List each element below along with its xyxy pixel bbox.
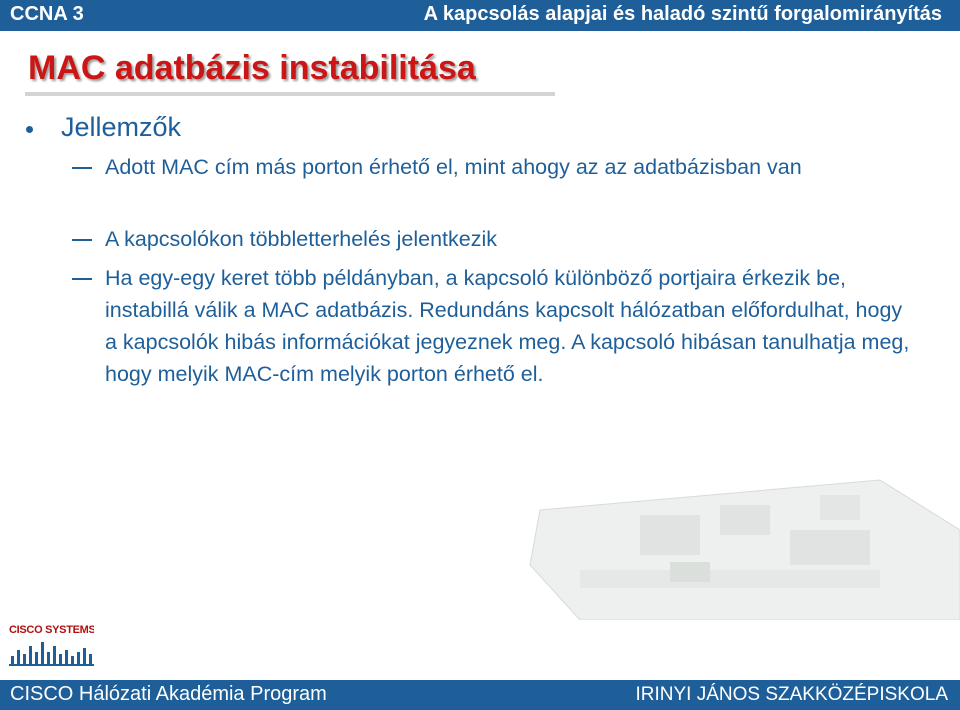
slide-title: MAC adatbázis instabilitása xyxy=(28,49,476,87)
footer-program: CISCO Hálózati Akadémia Program xyxy=(10,683,327,705)
cisco-bridge-logo-icon xyxy=(9,622,94,666)
dash-icon xyxy=(72,167,92,169)
bullet-dot-icon xyxy=(26,126,33,133)
sub-item-1 xyxy=(105,151,915,183)
footer-school: IRINYI JÁNOS SZAKKÖZÉPISKOLA xyxy=(635,684,948,705)
sub-item-text: A kapcsolókon többletterhelés jelentkezik xyxy=(105,227,498,251)
dash-icon xyxy=(72,278,92,280)
course-name: CCNA 3 xyxy=(10,3,84,25)
sub-item-text: Ha egy-egy keret több példányban, a kapcsoló különböző portjaira érkezik be, instabillá válik a MAC adatbázis. Redundáns kapcsolt hálózatban előfordulhat, hogy a kapcsolók hibás információkat jegyeznek meg. A kapcsoló hibásan tanulhatja meg, hogy melyik MAC-cím melyik porton érhető el. xyxy=(105,266,910,386)
sub-item-text: Adott MAC cím más porton érhető el, mint ahogy az az adatbázisban van xyxy=(105,155,802,179)
bullet-text: Jellemzők xyxy=(61,112,182,142)
cisco-logo xyxy=(9,622,94,666)
sub-item-2 xyxy=(105,223,915,255)
svg-text:CISCO SYSTEMS: CISCO SYSTEMS xyxy=(9,624,94,636)
header-bar xyxy=(0,0,960,31)
dash-icon xyxy=(72,239,92,241)
title-underline xyxy=(25,92,555,96)
course-subtitle: A kapcsolás alapjai és haladó szintű forgalomirányítás xyxy=(423,3,942,25)
circuit-board-image xyxy=(520,470,960,620)
footer-bar xyxy=(0,680,960,710)
sub-item-3 xyxy=(105,262,915,390)
